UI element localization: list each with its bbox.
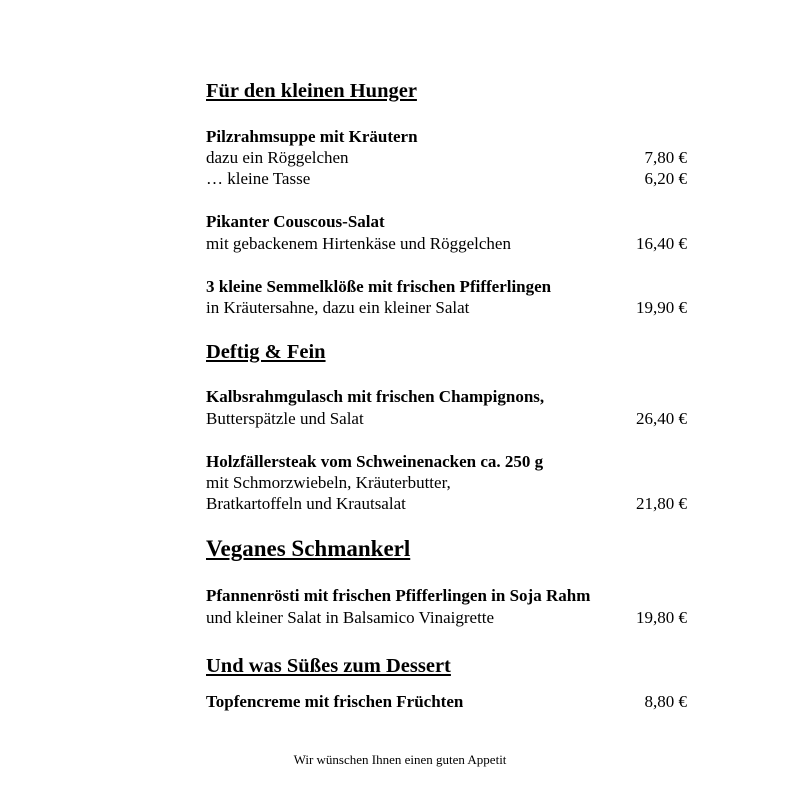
dish-description: in Kräutersahne, dazu ein kleiner Salat xyxy=(206,298,470,317)
section-title-vegan: Veganes Schmankerl xyxy=(206,536,411,561)
dish-price: 16,40 € xyxy=(636,234,687,253)
dish-price: 6,20 € xyxy=(644,169,687,188)
dish-price: 21,80 € xyxy=(636,494,687,513)
dish-name: Pfannenrösti mit frischen Pfifferlingen in Soja Rahm xyxy=(206,586,591,605)
dish-name: Holzfällersteak vom Schweinenacken ca. 250 g xyxy=(206,452,544,471)
dish-description: … kleine Tasse xyxy=(206,169,311,188)
dish-price: 19,90 € xyxy=(636,298,687,317)
dish-description: und kleiner Salat in Balsamico Vinaigrette xyxy=(206,608,495,627)
dish-description: Butterspätzle und Salat xyxy=(206,409,364,428)
dish-description: Bratkartoffeln und Krautsalat xyxy=(206,494,406,513)
footer-greeting: Wir wünschen Ihnen einen guten Appetit xyxy=(293,752,507,767)
dish-name: Topfencreme mit frischen Früchten xyxy=(206,692,464,711)
dish-name: 3 kleine Semmelklöße mit frischen Pfifferlingen xyxy=(206,277,552,296)
dish-name: Pikanter Couscous-Salat xyxy=(206,212,385,231)
dish-description: mit Schmorzwiebeln, Kräuterbutter, xyxy=(206,473,451,492)
dish-name: Pilzrahmsuppe mit Kräutern xyxy=(206,127,418,146)
dish-price: 8,80 € xyxy=(644,692,687,711)
dish-price: 19,80 € xyxy=(636,608,687,627)
section-title-dessert: Und was Süßes zum Dessert xyxy=(206,655,451,677)
dish-price: 26,40 € xyxy=(636,409,687,428)
dish-description: dazu ein Röggelchen xyxy=(206,148,349,167)
section-title-small-hunger: Für den kleinen Hunger xyxy=(206,80,417,102)
section-title-deftig-fein: Deftig & Fein xyxy=(206,341,326,363)
dish-name: Kalbsrahmgulasch mit frischen Champignons, xyxy=(206,387,545,406)
dish-description: mit gebackenem Hirtenkäse und Röggelchen xyxy=(206,234,511,253)
dish-price: 7,80 € xyxy=(644,148,687,167)
